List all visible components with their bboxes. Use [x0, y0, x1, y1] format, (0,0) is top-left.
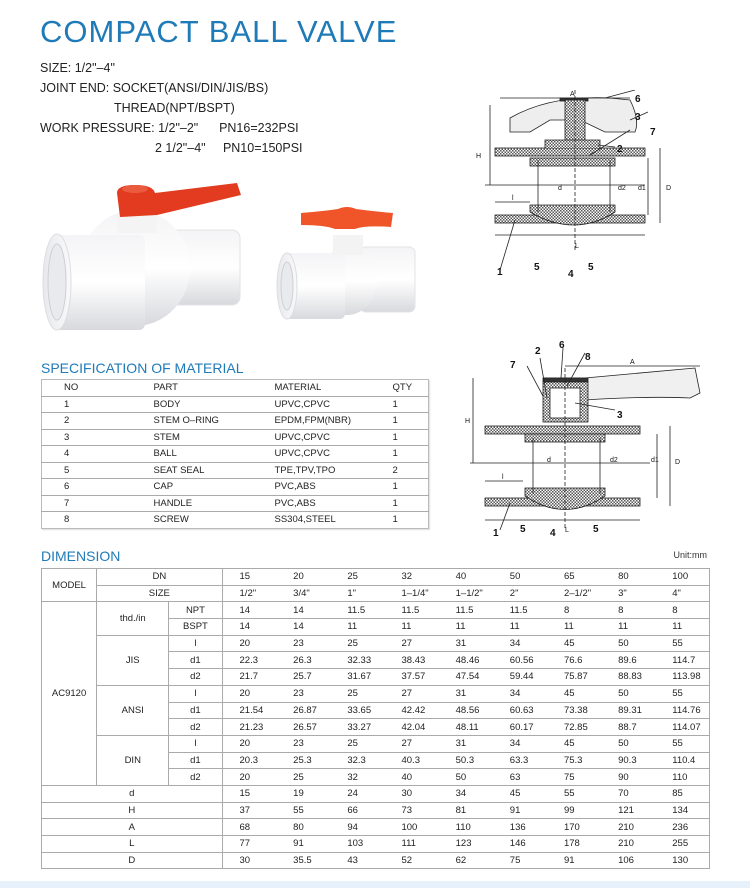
material-cell: EPDM,FPM(NBR) — [275, 413, 393, 430]
material-cell: 1 — [393, 479, 429, 496]
value-cell: 38.43 — [384, 652, 438, 669]
material-cell: 7 — [42, 495, 154, 512]
value-cell: 106 — [601, 852, 655, 869]
value-cell: 31 — [439, 685, 493, 702]
size-label: SIZE — [97, 585, 222, 602]
callout-1: 1 — [493, 528, 499, 538]
value-cell: 2" — [493, 585, 547, 602]
value-cell: 50 — [493, 569, 547, 586]
general-row — [42, 802, 710, 819]
material-cell: UPVC,CPVC — [275, 429, 393, 446]
value-cell: 236 — [655, 819, 709, 836]
callout-6: 6 — [559, 340, 565, 351]
material-row — [42, 495, 429, 512]
callout-5a: 5 — [520, 524, 526, 535]
value-cell: 48.11 — [439, 719, 493, 736]
value-cell: 30 — [384, 785, 438, 802]
value-cell: 22.3 — [222, 652, 276, 669]
value-cell: 50 — [439, 769, 493, 786]
material-header-cell: NO — [42, 380, 154, 397]
value-cell: 62 — [439, 852, 493, 869]
value-cell: 34 — [493, 635, 547, 652]
value-cell: 11 — [493, 619, 547, 636]
value-cell: 80 — [601, 569, 655, 586]
value-cell: 42.04 — [384, 719, 438, 736]
value-cell: 55 — [655, 735, 709, 752]
value-cell: 27 — [384, 735, 438, 752]
material-cell: SS304,STEEL — [274, 514, 336, 526]
value-cell: 45 — [493, 785, 547, 802]
material-cell: 8 — [64, 514, 70, 526]
value-cell: 59.44 — [493, 669, 547, 686]
material-heading: SPECIFICATION OF MATERIAL — [41, 360, 244, 376]
material-row — [42, 512, 429, 529]
material-cell: UPVC,CPVC — [275, 446, 393, 463]
standard-label: JIS — [97, 635, 169, 685]
value-cell: 55 — [655, 685, 709, 702]
value-cell: 77 — [222, 836, 276, 853]
value-cell: 33.65 — [330, 702, 384, 719]
dim-d1: d1 — [651, 457, 659, 464]
value-cell: 20 — [222, 635, 276, 652]
model-value: AC9120 — [42, 602, 97, 786]
dim-d1: d1 — [638, 185, 646, 192]
sub-label: d1 — [169, 702, 222, 719]
value-cell: 70 — [601, 785, 655, 802]
dim-d2: d2 — [618, 185, 626, 192]
value-cell: 68 — [222, 819, 276, 836]
value-cell: 45 — [547, 735, 601, 752]
value-cell: 35.5 — [276, 852, 330, 869]
value-cell: 11.5 — [330, 602, 384, 619]
value-cell: 50 — [601, 635, 655, 652]
value-cell: 14 — [222, 602, 276, 619]
value-cell: 66 — [330, 802, 384, 819]
material-cell: SEAT SEAL — [154, 462, 275, 479]
value-cell: 20 — [222, 735, 276, 752]
value-cell: 40 — [439, 569, 493, 586]
value-cell: 11.5 — [439, 602, 493, 619]
value-cell: 15 — [222, 785, 276, 802]
material-cell: PVC,ABS — [275, 479, 393, 496]
callout-2: 2 — [535, 346, 541, 357]
general-label: L — [42, 836, 223, 853]
value-cell: 89.6 — [601, 652, 655, 669]
value-cell: 50 — [601, 735, 655, 752]
general-label: D — [42, 852, 223, 869]
value-cell: 85 — [655, 785, 709, 802]
material-cell: CAP — [154, 479, 275, 496]
value-cell: 11 — [439, 619, 493, 636]
material-cell: UPVC,CPVC — [275, 396, 393, 413]
value-cell: 136 — [493, 819, 547, 836]
value-cell: 114.7 — [655, 652, 709, 669]
sub-label: l — [169, 685, 222, 702]
large-valve-image — [43, 183, 241, 330]
spec-joint-end-thread: THREAD(NPT/BSPT) — [114, 101, 235, 115]
value-cell: 11 — [330, 619, 384, 636]
page-title: COMPACT BALL VALVE — [40, 14, 398, 49]
material-header-row — [42, 380, 429, 397]
value-cell: 26.57 — [276, 719, 330, 736]
value-cell: 60.56 — [493, 652, 547, 669]
value-cell: 26.87 — [276, 702, 330, 719]
dim-l: l — [512, 195, 514, 202]
value-cell: 90.3 — [601, 752, 655, 769]
dim-A: A — [570, 91, 575, 98]
material-header-cell: PART — [154, 380, 275, 397]
value-cell: 73 — [384, 802, 438, 819]
value-cell: 21.23 — [222, 719, 276, 736]
value-cell: 91 — [493, 802, 547, 819]
callout-1: 1 — [497, 267, 503, 278]
value-cell: 91 — [276, 836, 330, 853]
dim-l: l — [502, 474, 504, 481]
value-cell: 25.7 — [276, 669, 330, 686]
callout-4: 4 — [550, 528, 556, 538]
value-cell: 20 — [276, 569, 330, 586]
value-cell: 25.3 — [276, 752, 330, 769]
value-cell: 32.33 — [330, 652, 384, 669]
value-cell: 19 — [276, 785, 330, 802]
value-cell: 75.87 — [547, 669, 601, 686]
sub-label: d2 — [169, 669, 222, 686]
material-cell: 3 — [42, 429, 154, 446]
sub-label: l — [169, 735, 222, 752]
value-cell: 25 — [330, 735, 384, 752]
sub-label: d1 — [169, 752, 222, 769]
value-cell: 121 — [601, 802, 655, 819]
value-cell: 91 — [547, 852, 601, 869]
dim-d: d — [547, 457, 551, 464]
dim-D: D — [675, 459, 681, 466]
value-cell: 42.42 — [384, 702, 438, 719]
value-cell: 31.67 — [330, 669, 384, 686]
material-cell: 2 — [393, 462, 429, 479]
value-cell: 72.85 — [547, 719, 601, 736]
dimension-table — [41, 568, 710, 869]
callout-6: 6 — [635, 94, 641, 105]
spec-work-pressure-small: WORK PRESSURE: 1/2"–2" PN16=232PSI — [40, 121, 299, 135]
value-cell: 100 — [384, 819, 438, 836]
value-cell: 34 — [493, 735, 547, 752]
value-cell: 81 — [439, 802, 493, 819]
value-cell: 48.56 — [439, 702, 493, 719]
value-cell: 103 — [330, 836, 384, 853]
value-cell: 123 — [439, 836, 493, 853]
value-cell: 3/4" — [276, 585, 330, 602]
value-cell: 40.3 — [384, 752, 438, 769]
material-cell: 4 — [42, 446, 154, 463]
sub-label: l — [169, 635, 222, 652]
general-label: H — [42, 802, 223, 819]
value-cell: 63.3 — [493, 752, 547, 769]
value-cell: 90 — [601, 769, 655, 786]
dim-A: A — [630, 359, 635, 366]
value-cell: 11.5 — [384, 602, 438, 619]
callout-5b: 5 — [593, 524, 599, 535]
material-cell: 1 — [392, 514, 398, 526]
sub-label: NPT — [169, 602, 222, 619]
material-row — [42, 446, 429, 463]
value-cell: 65 — [547, 569, 601, 586]
sub-label: BSPT — [169, 619, 222, 636]
material-cell: 5 — [42, 462, 154, 479]
value-cell: 114.07 — [655, 719, 709, 736]
value-cell: 63 — [493, 769, 547, 786]
value-cell: 52 — [384, 852, 438, 869]
material-cell: HANDLE — [154, 495, 275, 512]
value-cell: 20 — [222, 769, 276, 786]
technical-drawing-butterfly-handle — [470, 90, 700, 290]
material-cell: 1 — [393, 495, 429, 512]
dim-L: L — [575, 243, 579, 250]
general-row — [42, 852, 710, 869]
value-cell: 4" — [655, 585, 709, 602]
value-cell: 20 — [222, 685, 276, 702]
spec-work-pressure-large: 2 1/2"–4" PN10=150PSI — [155, 141, 303, 155]
sub-label: d2 — [169, 719, 222, 736]
value-cell: 23 — [276, 685, 330, 702]
value-cell: 21.54 — [222, 702, 276, 719]
value-cell: 134 — [655, 802, 709, 819]
value-cell: 1/2" — [222, 585, 276, 602]
value-cell: 1" — [330, 585, 384, 602]
value-cell: 1–1/4" — [384, 585, 438, 602]
general-label: d — [42, 785, 223, 802]
value-cell: 110 — [655, 769, 709, 786]
value-cell: 146 — [493, 836, 547, 853]
value-cell: 110 — [439, 819, 493, 836]
value-cell: 88.7 — [601, 719, 655, 736]
dim-d2: d2 — [610, 457, 618, 464]
value-cell: 27 — [384, 685, 438, 702]
page-footer-band — [0, 881, 750, 888]
value-cell: 32.3 — [330, 752, 384, 769]
value-cell: 20.3 — [222, 752, 276, 769]
dim-d: d — [558, 185, 562, 192]
value-cell: 210 — [601, 836, 655, 853]
value-cell: 23 — [276, 735, 330, 752]
thread-label: thd./in — [97, 602, 169, 635]
value-cell: 30 — [222, 852, 276, 869]
technical-drawing-lever-handle — [465, 338, 705, 538]
thread-row — [42, 602, 710, 619]
value-cell: 113.98 — [655, 669, 709, 686]
value-cell: 75 — [547, 769, 601, 786]
value-cell: 37 — [222, 802, 276, 819]
value-cell: 60.17 — [493, 719, 547, 736]
material-header-cell: MATERIAL — [275, 380, 393, 397]
value-cell: 8 — [601, 602, 655, 619]
value-cell: 33.27 — [330, 719, 384, 736]
dim-H: H — [476, 153, 482, 160]
value-cell: 47.54 — [439, 669, 493, 686]
product-photo — [35, 175, 435, 340]
value-cell: 11 — [655, 619, 709, 636]
value-cell: 111 — [384, 836, 438, 853]
value-cell: 3" — [601, 585, 655, 602]
value-cell: 24 — [330, 785, 384, 802]
value-cell: 8 — [655, 602, 709, 619]
value-cell: 50.3 — [439, 752, 493, 769]
callout-2: 2 — [617, 144, 623, 155]
material-row — [42, 462, 429, 479]
value-cell: 25 — [330, 635, 384, 652]
value-cell: 1–1/2" — [439, 585, 493, 602]
value-cell: 114.76 — [655, 702, 709, 719]
value-cell: 45 — [547, 635, 601, 652]
general-row — [42, 836, 710, 853]
value-cell: 31 — [439, 635, 493, 652]
value-cell: 40 — [384, 769, 438, 786]
callout-5b: 5 — [588, 262, 594, 273]
value-cell: 8 — [547, 602, 601, 619]
value-cell: 11 — [601, 619, 655, 636]
material-cell: 2 — [42, 413, 154, 430]
standard-label: DIN — [97, 735, 169, 785]
material-cell: STEM — [154, 429, 275, 446]
value-cell: 55 — [547, 785, 601, 802]
dn-row — [42, 569, 710, 586]
material-row — [42, 429, 429, 446]
material-row — [42, 413, 429, 430]
value-cell: 14 — [276, 619, 330, 636]
material-row — [42, 396, 429, 413]
value-cell: 76.6 — [547, 652, 601, 669]
material-cell: TPE,TPV,TPO — [275, 462, 393, 479]
value-cell: 94 — [330, 819, 384, 836]
callout-3: 3 — [635, 112, 641, 123]
dim-L: L — [565, 527, 569, 534]
value-cell: 27 — [384, 635, 438, 652]
value-cell: 32 — [330, 769, 384, 786]
dimension-heading: DIMENSION — [41, 548, 121, 564]
value-cell: 99 — [547, 802, 601, 819]
general-label: A — [42, 819, 223, 836]
material-cell: SCREW — [153, 514, 189, 526]
value-cell: 31 — [439, 735, 493, 752]
dim-H: H — [465, 418, 471, 425]
value-cell: 25 — [276, 769, 330, 786]
value-cell: 23 — [276, 635, 330, 652]
material-cell: PVC,ABS — [275, 495, 393, 512]
value-cell: 32 — [384, 569, 438, 586]
value-cell: 75 — [493, 852, 547, 869]
value-cell: 45 — [547, 685, 601, 702]
dn-label: DN — [97, 569, 222, 586]
value-cell: 25 — [330, 685, 384, 702]
unit-label: Unit:mm — [673, 550, 707, 560]
value-cell: 89.31 — [601, 702, 655, 719]
value-cell: 14 — [222, 619, 276, 636]
material-table — [41, 379, 429, 529]
value-cell: 55 — [276, 802, 330, 819]
general-row — [42, 785, 710, 802]
sub-label: d1 — [169, 652, 222, 669]
value-cell: 15 — [222, 569, 276, 586]
value-cell: 75.3 — [547, 752, 601, 769]
value-cell: 60.63 — [493, 702, 547, 719]
value-cell: 178 — [547, 836, 601, 853]
model-label: MODEL — [42, 569, 97, 602]
value-cell: 25 — [330, 569, 384, 586]
standard-row — [42, 735, 710, 752]
value-cell: 34 — [493, 685, 547, 702]
value-cell: 88.83 — [601, 669, 655, 686]
small-valve-image — [277, 207, 415, 319]
value-cell: 55 — [655, 635, 709, 652]
material-row — [42, 479, 429, 496]
value-cell: 110.4 — [655, 752, 709, 769]
value-cell: 37.57 — [384, 669, 438, 686]
value-cell: 80 — [276, 819, 330, 836]
value-cell: 2–1/2" — [547, 585, 601, 602]
material-cell: BALL — [154, 446, 275, 463]
value-cell: 48.46 — [439, 652, 493, 669]
callout-7: 7 — [650, 127, 656, 138]
callout-4: 4 — [568, 269, 574, 280]
standard-row — [42, 685, 710, 702]
value-cell: 170 — [547, 819, 601, 836]
callout-7: 7 — [510, 360, 516, 371]
callout-8: 8 — [585, 352, 591, 363]
value-cell: 255 — [655, 836, 709, 853]
value-cell: 73.38 — [547, 702, 601, 719]
value-cell: 11 — [547, 619, 601, 636]
spec-joint-end: JOINT END: SOCKET(ANSI/DIN/JIS/BS) — [40, 81, 269, 95]
material-cell: BODY — [154, 396, 275, 413]
callout-3: 3 — [617, 410, 623, 421]
spec-size: SIZE: 1/2"–4" — [40, 61, 115, 75]
value-cell: 130 — [655, 852, 709, 869]
callout-5a: 5 — [534, 262, 540, 273]
dim-D: D — [666, 185, 672, 192]
material-cell: 1 — [393, 413, 429, 430]
value-cell: 100 — [655, 569, 709, 586]
size-row — [42, 585, 710, 602]
material-cell: 6 — [42, 479, 154, 496]
standard-label: ANSI — [97, 685, 169, 735]
general-row — [42, 819, 710, 836]
material-cell: 1 — [393, 429, 429, 446]
spec-summary — [40, 58, 303, 158]
value-cell: 26.3 — [276, 652, 330, 669]
value-cell: 43 — [330, 852, 384, 869]
value-cell: 14 — [276, 602, 330, 619]
standard-row — [42, 635, 710, 652]
material-cell: 1 — [393, 446, 429, 463]
sub-label: d2 — [169, 769, 222, 786]
material-cell: 1 — [42, 396, 154, 413]
value-cell: 210 — [601, 819, 655, 836]
material-header-cell: QTY — [393, 380, 429, 397]
material-cell: 1 — [393, 396, 429, 413]
value-cell: 34 — [439, 785, 493, 802]
value-cell: 11 — [384, 619, 438, 636]
value-cell: 21.7 — [222, 669, 276, 686]
material-cell: STEM O–RING — [154, 413, 275, 430]
value-cell: 11.5 — [493, 602, 547, 619]
value-cell: 50 — [601, 685, 655, 702]
